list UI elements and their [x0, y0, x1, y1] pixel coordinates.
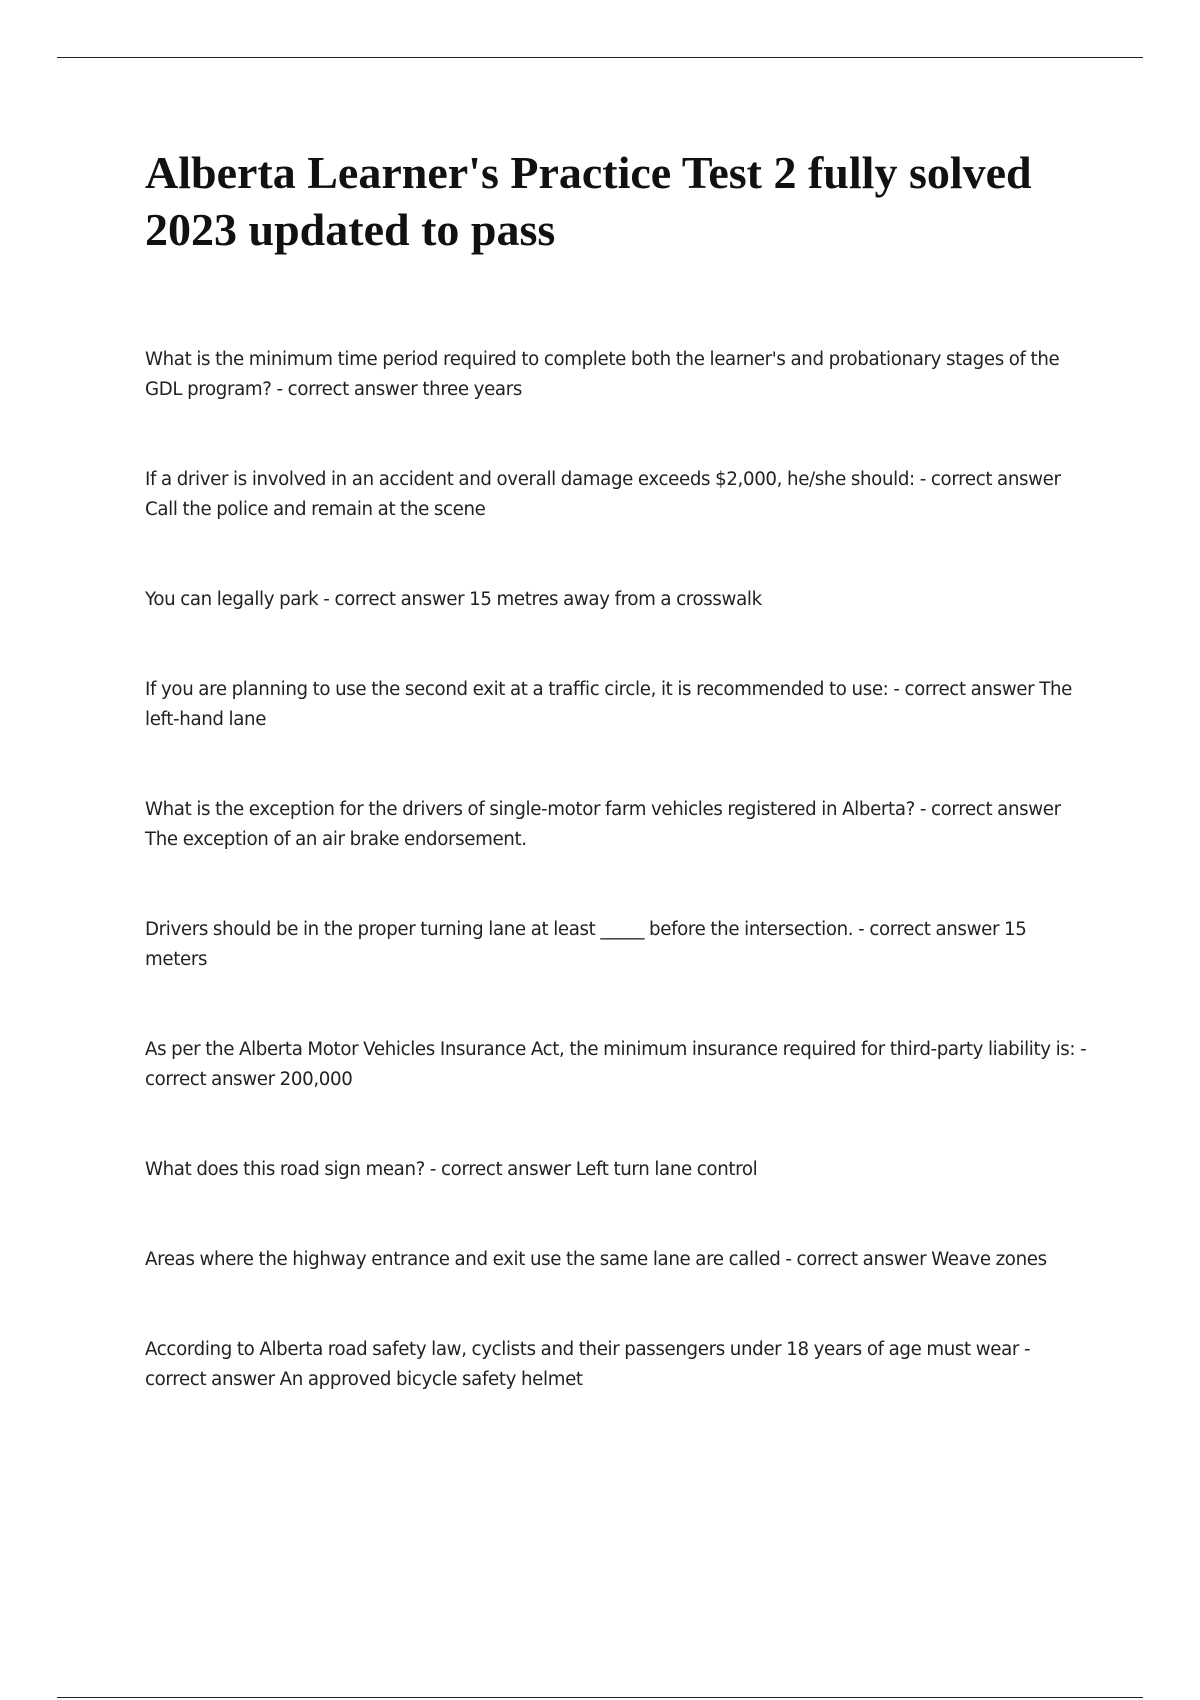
question-answer-list: [145, 345, 1090, 1455]
top-rule: [57, 57, 1143, 58]
question-answer-item: Drivers should be in the proper turning lane at least _____ before the intersection. - correct answer 15 meters: [145, 919, 1027, 970]
question-answer-item: You can legally park - correct answer 15 metres away from a crosswalk: [145, 589, 762, 610]
question-answer-item: Areas where the highway entrance and exit use the same lane are called - correct answer Weave zones: [145, 1249, 1047, 1270]
bottom-rule: [57, 1697, 1143, 1698]
question-answer-item: According to Alberta road safety law, cyclists and their passengers under 18 years of age must wear - correct answer An approved bicycle safety helmet: [145, 1339, 1031, 1390]
question-answer-item: What is the minimum time period required to complete both the learner's and probationary stages of the GDL program? - correct answer three years: [145, 349, 1060, 400]
question-answer-item: As per the Alberta Motor Vehicles Insurance Act, the minimum insurance required for third-party liability is: - correct answer 200,000: [145, 1039, 1087, 1090]
question-answer-item: If a driver is involved in an accident and overall damage exceeds $2,000, he/she should: - correct answer Call the police and remain at the scene: [145, 469, 1061, 520]
question-answer-item: What is the exception for the drivers of single-motor farm vehicles registered in Alberta? - correct answer The exception of an air brake endorsement.: [145, 799, 1061, 850]
question-answer-item: What does this road sign mean? - correct answer Left turn lane control: [145, 1159, 758, 1180]
document-title: Alberta Learner's Practice Test 2 fully solved 2023 updated to pass: [145, 147, 1032, 255]
question-answer-item: If you are planning to use the second exit at a traffic circle, it is recommended to use: - correct answer The left-hand lane: [145, 679, 1072, 730]
